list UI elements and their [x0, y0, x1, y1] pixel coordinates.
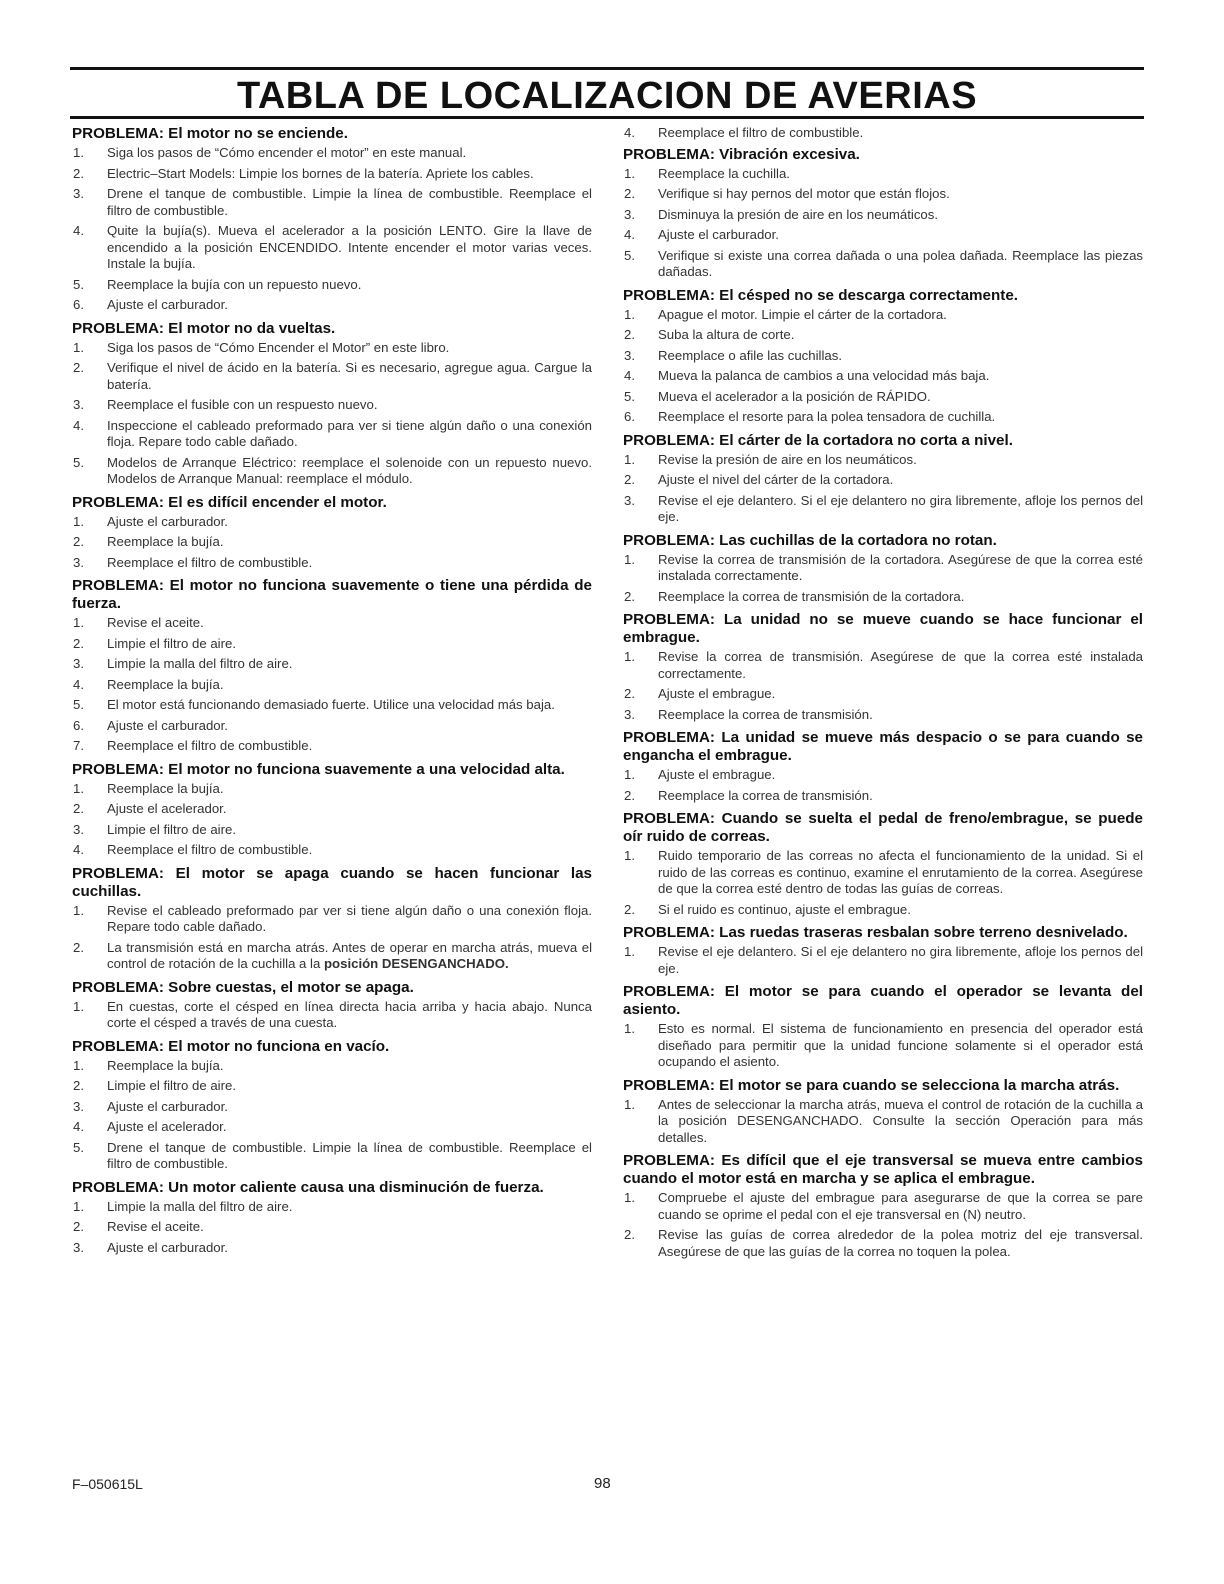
step-item [623, 493, 1143, 526]
step-text: Reemplace el resorte para la polea tensadora de cuchilla. [658, 409, 996, 424]
step-list [623, 552, 1143, 606]
step-text: Revise la correa de transmisión. Asegúrese de que la correa esté instalada correctamente. [658, 649, 1143, 681]
step-number: 1. [624, 1190, 635, 1205]
step-item [72, 186, 592, 219]
step-item [72, 397, 592, 414]
step-item [72, 636, 592, 653]
step-item [72, 1140, 592, 1173]
problem-section [72, 979, 592, 1032]
step-item [623, 707, 1143, 724]
continued-step [623, 125, 1143, 142]
step-item [623, 767, 1143, 784]
step-item [623, 589, 1143, 606]
problem-heading: PROBLEMA: Las ruedas traseras resbalan sobre terreno desnivelado. [623, 924, 1128, 941]
problem-section [623, 432, 1143, 526]
step-number: 6. [73, 717, 84, 733]
step-item [72, 697, 592, 714]
step-item [72, 340, 592, 357]
problem-heading: PROBLEMA: La unidad se mueve más despacio o se para cuando se engancha el embrague. [623, 729, 1143, 764]
problem-section [72, 125, 592, 314]
step-item [72, 1099, 592, 1116]
step-item [72, 615, 592, 632]
step-number: 1. [73, 998, 84, 1014]
step-number: 1. [73, 902, 84, 918]
step-text: Disminuya la presión de aire en los neumáticos. [658, 206, 939, 222]
step-list [623, 1190, 1143, 1260]
step-item [623, 227, 1143, 244]
step-number: 2. [73, 939, 84, 955]
step-item [72, 514, 592, 531]
step-item [72, 555, 592, 572]
step-item [72, 277, 592, 294]
step-item [72, 903, 592, 936]
step-item [623, 788, 1143, 805]
step-list [623, 944, 1143, 977]
step-text: Revise el aceite. [107, 1219, 204, 1234]
step-item [623, 472, 1143, 489]
step-list [72, 781, 592, 859]
problem-section [72, 320, 592, 488]
continued-step-list [623, 125, 1143, 142]
step-list [72, 145, 592, 314]
step-number: 3. [624, 706, 635, 722]
step-list [72, 999, 592, 1032]
step-item [72, 940, 592, 973]
step-text: Esto es normal. El sistema de funcionamiento en presencia del operador está diseñado para permitir que la unidad funcione solamente si el operador está ocupando el asiento. [658, 1021, 1143, 1069]
page-number: 98 [594, 1475, 611, 1492]
step-number: 6. [73, 297, 84, 312]
step-item [623, 348, 1143, 365]
step-number: 5. [73, 697, 84, 712]
step-list [623, 307, 1143, 426]
step-list [72, 903, 592, 973]
step-text: Antes de seleccionar la marcha atrás, mueva el control de rotación de la cuchilla a la posición DESENGANCHADO. Consulte la sección Operación para más detalles. [658, 1096, 1143, 1145]
step-text: El motor está funcionando demasiado fuerte. Utilice una velocidad más baja. [107, 697, 555, 712]
step-number: 1. [624, 649, 635, 664]
step-item [72, 842, 592, 859]
step-number: 1. [73, 513, 84, 529]
step-number: 3. [73, 1239, 84, 1255]
step-number: 2. [73, 1219, 84, 1234]
left-column [72, 125, 592, 1262]
problem-heading: PROBLEMA: El motor se para cuando se selecciona la marcha atrás. [623, 1076, 1120, 1094]
step-item [623, 166, 1143, 183]
step-text: Limpie el filtro de aire. [107, 635, 237, 651]
step-number: 1. [624, 1096, 635, 1112]
step-text: Reemplace el filtro de combustible. [107, 842, 313, 857]
problem-section [623, 729, 1143, 804]
step-number: 2. [624, 1227, 635, 1242]
step-item [623, 452, 1143, 469]
step-number: 5. [624, 247, 635, 263]
step-text: La transmisión está en marcha atrás. Antes de operar en marcha atrás, mueva el control de rotación de la cuchilla a la [107, 939, 592, 971]
step-list [72, 615, 592, 755]
step-list [72, 340, 592, 488]
step-number: 3. [624, 347, 635, 363]
problem-heading: PROBLEMA: El césped no se descarga correctamente. [623, 286, 1019, 304]
step-number: 5. [73, 276, 84, 292]
step-number: 3. [73, 397, 84, 412]
problem-section [72, 577, 592, 755]
step-number: 4. [73, 676, 84, 692]
step-item [623, 552, 1143, 585]
step-number: 1. [73, 1057, 84, 1073]
step-item [72, 1058, 592, 1075]
step-item [623, 1227, 1143, 1260]
step-number: 2. [73, 1078, 84, 1093]
step-item [623, 1190, 1143, 1223]
step-text: Reemplace el filtro de combustible. [107, 554, 313, 570]
problem-section [623, 1152, 1143, 1260]
step-text: Ajuste el carburador. [658, 227, 779, 242]
step-number: 4. [73, 842, 84, 857]
step-item [623, 307, 1143, 324]
step-text: Ajuste el embrague. [658, 767, 776, 782]
step-text: Reemplace la correa de transmisión de la cortadora. [658, 588, 965, 604]
step-item [623, 902, 1143, 919]
step-text: Reemplace el filtro de combustible. [107, 738, 313, 753]
step-text: Revise la presión de aire en los neumáticos. [658, 451, 917, 467]
step-text: Mueva el acelerador a la posición de RÁPIDO. [658, 388, 931, 404]
step-text: Revise la correa de transmisión de la cortadora. Asegúrese de que la correa esté instalada correctamente. [658, 551, 1143, 583]
step-item [623, 848, 1143, 898]
step-item [72, 418, 592, 451]
step-number: 5. [73, 454, 84, 470]
step-text: Electric–Start Models: Limpie los bornes de la batería. Apriete los cables. [107, 165, 534, 181]
step-item [72, 677, 592, 694]
step-list [72, 1058, 592, 1173]
step-number: 1. [624, 451, 635, 467]
step-text: Quite la bujía(s). Mueva el acelerador a la posición LENTO. Gire la llave de encendido a la posición ENCENDIDO. Intente encender el motor varias veces. Instale la bujía. [107, 223, 592, 271]
step-text: Siga los pasos de “Cómo encender el motor” en este manual. [107, 145, 467, 160]
step-number: 2. [624, 186, 635, 201]
problem-heading: PROBLEMA: Cuando se suelta el pedal de freno/embrague, se puede oír ruido de correas. [623, 810, 1143, 845]
step-text: Reemplace la bujía. [107, 534, 224, 549]
step-text: Reemplace o afile las cuchillas. [658, 347, 842, 363]
step-text: Mueva la palanca de cambios a una velocidad más baja. [658, 368, 990, 383]
step-number: 1. [624, 165, 635, 181]
step-number: 2. [73, 635, 84, 651]
problem-section [72, 761, 592, 859]
problem-section [623, 611, 1143, 723]
step-item [72, 718, 592, 735]
step-item [623, 1021, 1143, 1071]
step-number: 5. [624, 388, 635, 404]
problem-heading: PROBLEMA: Las cuchillas de la cortadora no rotan. [623, 531, 997, 549]
problem-heading: PROBLEMA: Sobre cuestas, el motor se apaga. [72, 978, 414, 996]
problem-section [72, 1179, 592, 1257]
step-text: Compruebe el ajuste del embrague para asegurarse de que la correa se pare cuando se oprime el pedal con el eje transversal en (N) neutro. [658, 1190, 1143, 1222]
step-text: Reemplace el fusible con un respuesto nuevo. [107, 397, 378, 412]
problem-section [623, 532, 1143, 606]
step-number: 1. [624, 848, 635, 863]
problem-heading: PROBLEMA: El es difícil encender el motor. [72, 493, 387, 511]
step-item [72, 145, 592, 162]
step-item [623, 686, 1143, 703]
problem-heading: PROBLEMA: El motor no funciona en vacío. [72, 1037, 390, 1055]
step-text: Modelos de Arranque Eléctrico: reemplace el solenoide con un repuesto nuevo. Modelos de Arranque Manual: reemplace el módulo. [107, 454, 592, 486]
step-list [623, 452, 1143, 526]
step-list [623, 848, 1143, 918]
step-number: 2. [73, 801, 84, 816]
step-number: 3. [624, 206, 635, 222]
problem-section [623, 983, 1143, 1071]
step-number: 1. [73, 145, 84, 160]
step-item [72, 801, 592, 818]
step-number: 4. [624, 125, 635, 140]
step-text: Ajuste el nivel del cárter de la cortadora. [658, 472, 894, 487]
step-text: Limpie el filtro de aire. [107, 1078, 237, 1093]
step-text: Limpie el filtro de aire. [107, 821, 237, 837]
step-text: Reemplace la bujía con un repuesto nuevo. [107, 276, 362, 292]
step-number: 1. [624, 1021, 635, 1036]
step-number: 7. [73, 738, 84, 753]
step-text: Drene el tanque de combustible. Limpie la línea de combustible. Reemplace el filtro de combustible. [107, 1139, 592, 1171]
step-list [623, 1097, 1143, 1147]
step-text: Siga los pasos de “Cómo Encender el Motor” en este libro. [107, 339, 450, 355]
step-number: 2. [73, 360, 84, 375]
step-number: 1. [73, 615, 84, 630]
problem-section [72, 865, 592, 973]
step-item [623, 409, 1143, 426]
step-text: Reemplace la bujía. [107, 780, 224, 796]
problem-heading: PROBLEMA: El motor no funciona suavemente a una velocidad alta. [72, 760, 565, 778]
step-number: 4. [73, 223, 84, 238]
step-text: Revise el aceite. [107, 615, 204, 630]
step-item [623, 186, 1143, 203]
problem-heading: PROBLEMA: El motor se para cuando el operador se levanta del asiento. [623, 983, 1143, 1018]
step-item [72, 1119, 592, 1136]
step-text: Si el ruido es continuo, ajuste el embrague. [658, 901, 911, 917]
step-item [623, 248, 1143, 281]
step-item [72, 297, 592, 314]
step-number: 3. [73, 821, 84, 837]
step-item [72, 360, 592, 393]
step-text: Ajuste el carburador. [107, 513, 228, 529]
step-item [623, 207, 1143, 224]
step-number: 1. [624, 944, 635, 959]
step-list [623, 767, 1143, 804]
step-item [623, 649, 1143, 682]
step-text: Verifique si hay pernos del motor que están flojos. [658, 186, 950, 201]
problem-heading: PROBLEMA: Vibración excesiva. [623, 145, 860, 163]
step-text: Reemplace la bujía. [107, 1057, 224, 1073]
step-text: Revise el eje delantero. Si el eje delantero no gira libremente, afloje los pernos del eje. [658, 944, 1143, 976]
problem-section [72, 1038, 592, 1173]
step-text: Suba la altura de corte. [658, 327, 795, 342]
step-number: 2. [624, 327, 635, 342]
step-text: Limpie la malla del filtro de aire. [107, 1198, 293, 1214]
step-item [72, 781, 592, 798]
step-item [72, 1219, 592, 1236]
problem-heading: PROBLEMA: El cárter de la cortadora no corta a nivel. [623, 431, 1013, 449]
step-text: Reemplace la bujía. [107, 676, 224, 692]
step-number: 4. [73, 1119, 84, 1134]
step-text: Ajuste el carburador. [107, 1239, 228, 1255]
step-list [623, 649, 1143, 723]
step-number: 2. [73, 534, 84, 549]
step-text: Drene el tanque de combustible. Limpie la línea de combustible. Reemplace el filtro de combustible. [107, 186, 592, 218]
step-number: 3. [624, 492, 635, 508]
problem-section [623, 146, 1143, 281]
document-code: F–050615L [72, 1476, 143, 1492]
problem-section [623, 1077, 1143, 1147]
step-text: Inspeccione el cableado preformado para ver si tiene algún daño o una conexión floja. Repare todo cable dañado. [107, 417, 592, 449]
step-number: 1. [624, 306, 635, 322]
step-item [623, 368, 1143, 385]
step-number: 2. [624, 686, 635, 701]
step-list [72, 1199, 592, 1257]
step-number: 1. [624, 551, 635, 567]
step-text: Limpie la malla del filtro de aire. [107, 656, 293, 671]
step-list [72, 514, 592, 572]
step-item [72, 534, 592, 551]
step-number: 3. [73, 186, 84, 201]
step-item [72, 455, 592, 488]
step-item [623, 389, 1143, 406]
problem-section [623, 287, 1143, 426]
step-number: 2. [624, 787, 635, 803]
problem-heading: PROBLEMA: El motor no se enciende. [72, 125, 348, 142]
step-number: 2. [624, 588, 635, 604]
step-item [72, 656, 592, 673]
step-text: En cuestas, corte el césped en línea directa hacia arriba y hacia abajo. Nunca corte el césped a través de una cuesta. [107, 998, 592, 1030]
step-item [72, 999, 592, 1032]
problem-heading: PROBLEMA: Un motor caliente causa una disminución de fuerza. [72, 1178, 544, 1196]
step-text: Verifique si existe una correa dañada o una polea dañada. Reemplace las piezas dañadas. [658, 247, 1143, 279]
step-number: 1. [73, 1198, 84, 1214]
step-number: 6. [624, 409, 635, 424]
problem-heading: PROBLEMA: El motor no funciona suavemente o tiene una pérdida de fuerza. [72, 577, 592, 612]
step-number: 2. [624, 901, 635, 917]
step-number: 4. [624, 227, 635, 242]
step-number: 5. [73, 1139, 84, 1155]
step-item [72, 166, 592, 183]
step-number: 4. [73, 417, 84, 433]
right-column [623, 125, 1143, 1266]
step-item [72, 223, 592, 273]
step-number: 3. [73, 554, 84, 570]
step-text: Ruido temporario de las correas no afecta el funcionamiento de la unidad. Si el ruido de las correas es continuo, examine el enrutamiento de la correa. Asegúrese de que la correa esté dentro de todas las guías de correas. [658, 848, 1143, 896]
problem-heading: PROBLEMA: El motor se apaga cuando se hacen funcionar las cuchillas. [72, 864, 592, 900]
step-text: Revise las guías de correa alrededor de la polea motriz del eje transversal. Asegúrese de que las guías de la correa no toquen la polea. [658, 1227, 1143, 1259]
problem-section [623, 810, 1143, 918]
step-list [623, 166, 1143, 281]
step-text: Revise el cableado preformado par ver si tiene algún daño o una conexión floja. Repare todo cable dañado. [107, 902, 592, 934]
step-item [623, 1097, 1143, 1147]
step-emphasis: posición DESENGANCHADO. [324, 956, 509, 971]
step-text: Revise el eje delantero. Si el eje delantero no gira libremente, afloje los pernos del eje. [658, 492, 1143, 524]
step-text: Ajuste el acelerador. [107, 801, 227, 816]
step-number: 1. [73, 339, 84, 355]
problem-heading: PROBLEMA: La unidad no se mueve cuando se hace funcionar el embrague. [623, 611, 1143, 646]
page-title: TABLA DE LOCALIZACION DE AVERIAS [70, 67, 1144, 119]
step-text: Ajuste el embrague. [658, 686, 776, 701]
step-item [623, 327, 1143, 344]
problem-heading: PROBLEMA: El motor no da vueltas. [72, 319, 336, 337]
step-text: Ajuste el acelerador. [107, 1119, 227, 1134]
step-number: 3. [73, 656, 84, 671]
step-item [72, 1240, 592, 1257]
step-text: Reemplace el filtro de combustible. [658, 125, 864, 140]
step-text: Reemplace la correa de transmisión. [658, 787, 873, 803]
step-number: 1. [73, 780, 84, 796]
step-text: Ajuste el carburador. [107, 1098, 228, 1114]
step-item [72, 1078, 592, 1095]
step-text: Reemplace la cuchilla. [658, 165, 790, 181]
problem-section [623, 924, 1143, 977]
step-number: 4. [624, 368, 635, 383]
step-text: Reemplace la correa de transmisión. [658, 706, 873, 722]
step-item [72, 1199, 592, 1216]
step-item [72, 822, 592, 839]
step-number: 2. [624, 472, 635, 487]
step-text: Ajuste el carburador. [107, 717, 228, 733]
step-number: 1. [624, 767, 635, 782]
step-list [623, 1021, 1143, 1071]
step-number: 3. [73, 1098, 84, 1114]
step-number: 2. [73, 165, 84, 181]
step-text: Verifique el nivel de ácido en la batería. Si es necesario, agregue agua. Cargue la batería. [107, 360, 592, 392]
step-item [72, 738, 592, 755]
step-text: Ajuste el carburador. [107, 297, 228, 312]
step-item [623, 944, 1143, 977]
step-text: Apague el motor. Limpie el cárter de la cortadora. [658, 306, 947, 322]
problem-section [72, 494, 592, 572]
problem-heading: PROBLEMA: Es difícil que el eje transversal se mueva entre cambios cuando el motor está en marcha y se aplica el embrague. [623, 1152, 1143, 1187]
